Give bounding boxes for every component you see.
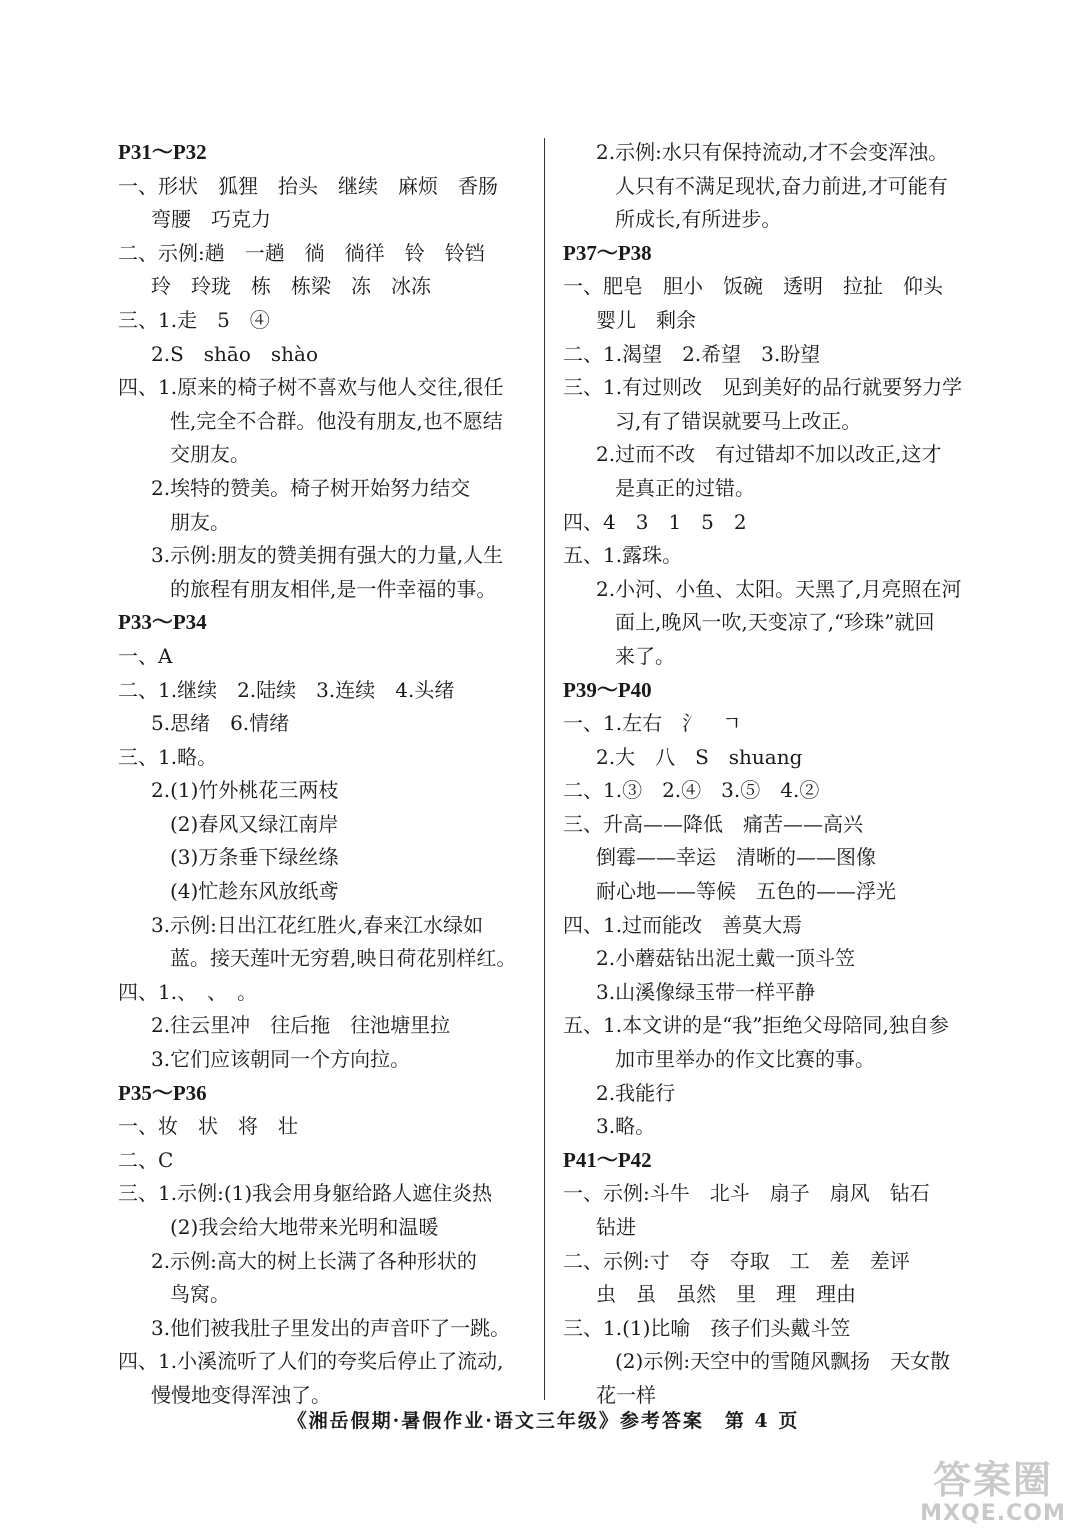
- section-heading: P39～P40: [563, 677, 652, 702]
- answer-line: 二、示例:趟 一趟 徜 徜徉 铃 铃铛: [118, 240, 485, 265]
- answer-line: 四、1.过而能改 善莫大焉: [563, 912, 803, 937]
- answer-line: 朋友。: [170, 509, 230, 534]
- watermark-text: 答案圈: [932, 1458, 1053, 1502]
- answer-line: 习,有了错误就要马上改正。: [615, 408, 862, 433]
- answer-line: 三、1.(1)比喻 孩子们头戴斗笠: [563, 1315, 851, 1340]
- answer-line: 面上,晚风一吹,天变凉了,“珍珠”就回: [615, 610, 935, 635]
- answer-line: 耐心地——等候 五色的——浮光: [596, 879, 896, 904]
- answer-line: 二、示例:寸 夺 夺取 工 差 差评: [563, 1248, 910, 1273]
- right-column: [563, 136, 983, 1413]
- answer-line: (2)示例:天空中的雪随风飘扬 天女散: [615, 1349, 951, 1374]
- answer-line: 2.大 八 S shuang: [596, 744, 803, 769]
- answer-line: 虫 虽 虽然 里 理 理由: [596, 1282, 856, 1307]
- section-heading: P31～P32: [118, 140, 207, 164]
- answer-line: 鸟窝。: [170, 1282, 230, 1307]
- answer-line: 2.埃特的赞美。椅子树开始努力结交: [151, 475, 471, 500]
- page-footer: 《湘岳假期·暑假作业·语文三年级》参考答案 第 4 页: [287, 1410, 800, 1432]
- answer-line: 3.它们应该朝同一个方向拉。: [151, 1047, 411, 1072]
- answer-line: 弯腰 巧克力: [151, 207, 271, 232]
- answer-line: 3.示例:日出江花红胜火,春来江水绿如: [151, 912, 484, 937]
- answer-line: 2.小蘑菇钻出泥土戴一顶斗笠: [596, 946, 856, 971]
- answer-line: 五、1.露珠。: [563, 543, 683, 568]
- answer-line: 2.S shāo shào: [151, 341, 319, 366]
- answer-line: 性,完全不合群。他没有朋友,也不愿结: [170, 408, 503, 433]
- answer-line: (2)我会给大地带来光明和温暖: [170, 1215, 439, 1239]
- column-divider: [544, 138, 545, 1400]
- answer-line: 蓝。接天莲叶无穷碧,映日荷花别样红。: [170, 946, 517, 971]
- answer-line: 5.思绪 6.情绪: [151, 711, 290, 736]
- watermark-url: MXQE.COM: [920, 1501, 1066, 1526]
- answer-line: (2)春风又绿江南岸: [170, 811, 339, 836]
- watermark-logo: [913, 1458, 1073, 1530]
- answer-line: 2.我能行: [596, 1080, 676, 1105]
- answer-line: 一、形状 狐狸 抬头 继续 麻烦 香肠: [118, 173, 498, 198]
- answer-line: 来了。: [615, 643, 675, 668]
- answer-line: 五、1.本文讲的是“我”拒绝父母陪同,独自参: [563, 1013, 949, 1038]
- answer-line: 3.山溪像绿玉带一样平静: [596, 979, 816, 1004]
- section-heading: P33～P34: [118, 610, 207, 635]
- answer-line: 2.小河、小鱼、太阳。天黑了,月亮照在河: [596, 576, 962, 601]
- answer-line: 的旅程有朋友相伴,是一件幸福的事。: [170, 576, 497, 601]
- left-column: [118, 136, 530, 1413]
- answer-line: 2.(1)竹外桃花三两枝: [151, 778, 339, 803]
- answer-line: 倒霉——幸运 清晰的——图像: [596, 845, 876, 870]
- answer-line: 人只有不满足现状,奋力前进,才可能有: [615, 173, 948, 198]
- answer-line: 2.示例:高大的树上长满了各种形状的: [151, 1248, 477, 1273]
- answer-line: 3.他们被我肚子里发出的声音吓了一跳。: [151, 1315, 511, 1340]
- answer-line: 二、C: [118, 1147, 174, 1172]
- answer-line: (4)忙趁东风放纸鸢: [170, 879, 339, 904]
- answer-line: 一、妆 状 将 壮: [118, 1114, 298, 1139]
- answer-line: 一、示例:斗牛 北斗 扇子 扇风 钻石: [563, 1181, 930, 1206]
- section-heading: P35～P36: [118, 1080, 207, 1105]
- answer-line: 二、1.渴望 2.希望 3.盼望: [563, 341, 821, 366]
- answer-line: 二、1.继续 2.陆续 3.连续 4.头绪: [118, 677, 455, 702]
- answer-line: 三、1.走 5 ④: [118, 307, 270, 332]
- answer-line: 是真正的过错。: [615, 475, 755, 500]
- answer-line: 四、1.、 、 。: [118, 979, 258, 1004]
- answer-line: 四、1.小溪流听了人们的夸奖后停止了流动,: [118, 1349, 504, 1374]
- section-heading: P41～P42: [563, 1147, 652, 1172]
- answer-line: 2.往云里冲 往后拖 往池塘里拉: [151, 1013, 451, 1038]
- answer-line: 四、4 3 1 5 2: [563, 509, 747, 534]
- answer-line: 所成长,有所进步。: [615, 207, 782, 232]
- answer-line: 三、升高——降低 痛苦——高兴: [563, 811, 863, 836]
- answer-line: 3.略。: [596, 1114, 656, 1139]
- answer-line: (3)万条垂下绿丝绦: [170, 845, 339, 870]
- section-heading: P37～P38: [563, 240, 652, 265]
- answer-line: 四、1.原来的椅子树不喜欢与他人交往,很任: [118, 375, 504, 400]
- answer-line: 一、A: [118, 643, 173, 668]
- answer-line: 一、1.左右 氵 ㄱ: [563, 711, 742, 736]
- answer-line: 3.示例:朋友的赞美拥有强大的力量,人生: [151, 543, 504, 568]
- answer-line: 玲 玲珑 栋 栋梁 冻 冰冻: [151, 274, 431, 299]
- answer-line: 三、1.略。: [118, 744, 218, 769]
- answer-line: 一、肥皂 胆小 饭碗 透明 拉扯 仰头: [563, 274, 943, 299]
- answer-line: 花一样: [596, 1382, 656, 1407]
- answer-line: 钻进: [596, 1215, 636, 1239]
- answer-line: 婴儿 剩余: [596, 307, 696, 332]
- answer-line: 加市里举办的作文比赛的事。: [615, 1047, 875, 1072]
- answer-line: 交朋友。: [170, 442, 250, 467]
- answer-line: 2.过而不改 有过错却不加以改正,这才: [596, 442, 942, 467]
- answer-line: 慢慢地变得浑浊了。: [151, 1382, 331, 1407]
- answer-line: 三、1.有过则改 见到美好的品行就要努力学: [563, 375, 963, 400]
- answer-line: 三、1.示例:(1)我会用身躯给路人遮住炎热: [118, 1181, 493, 1206]
- answer-line: 2.示例:水只有保持流动,才不会变浑浊。: [596, 140, 949, 164]
- answer-line: 二、1.③ 2.④ 3.⑤ 4.②: [563, 778, 820, 803]
